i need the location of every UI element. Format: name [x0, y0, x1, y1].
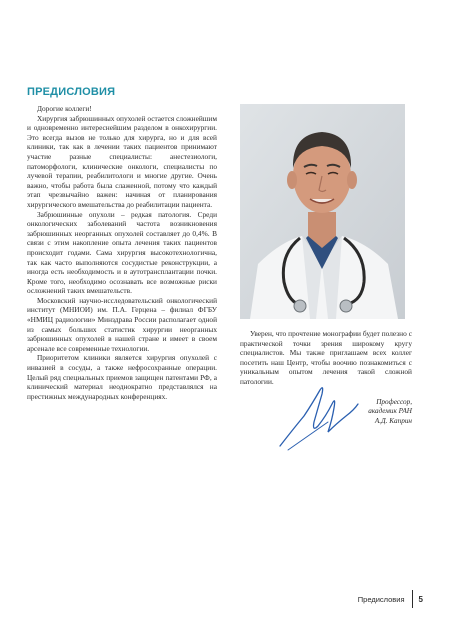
author-rank: академик РАН [368, 407, 412, 416]
author-name: А.Д. Каприн [374, 416, 412, 425]
page-footer [358, 588, 423, 610]
author-portrait-photo [240, 104, 405, 319]
paragraph-1: Хирургия забрюшинных опухолей остается сложнейшим и одновременно интереснейшим разделом в онкохирургии. Это всегда вызов не только для хирурга, но и для всей клиники, так как в лечении таких пациентов принимают участие разные специалисты: анестезиологи, патоморфологи, клинические онкологи, специалисты по лучевой терапии, реабилитологи и многие другие. Очень важно, чтобы работа была слаженной, потому что каждый этап чрезвычайно важен: начиная от планирования хирургического вмешательства до реабилитации пациента. [27, 113, 217, 209]
closing-paragraph: Уверен, что прочтение монографии будет полезно с практической точки зрения широкому кругу специалистов. Мы также приглашаем всех коллег посетить наш Центр, чтобы воочию познакомиться с уникальным опытом лечения такой сложной патологии. [240, 329, 412, 386]
paragraph-4: Приоритетом клиники является хирургия опухолей с инвазией в сосуды, а также нефросохранные операции. Целый ряд специальных приемов защищен патентами РФ, а клинический материал неоднократно представлялся на престижных международных конференциях. [27, 353, 217, 401]
author-signature-block [292, 398, 412, 426]
salutation: Дорогие коллеги! [37, 104, 92, 113]
footer-divider [412, 590, 413, 608]
section-heading: ПРЕДИСЛОВИЯ [27, 86, 116, 98]
paragraph-3: Московский научно-исследовательский онкологический институт (МНИОИ) им. П.А. Герцена – филиал ФГБУ «НМИЦ радиологии» Минздрава России располагает одной из самых больших статистик хирургии неорганных забрюшинных опухолей в нашей стране и имеет в своем арсенале все современные технологии. [27, 295, 217, 353]
author-title: Профессор, [376, 398, 412, 406]
foreword-left-column [27, 104, 217, 401]
page-number: 5 [418, 594, 423, 604]
paragraph-2: Забрюшинные опухоли – редкая патология. Среди онкологических заболеваний частота возникновения забрюшинных неорганных опухолей составляет до 0,4%. В связи с этим накопление опыта лечения таких пациентов происходит годами. Сама хирургия высокотехнологична, так как часто выполняются сосудистые реконструкции, а иногда есть необходимость и в аутотрансплантации почки. Кроме того, необходимо осознавать все возможные риски осложнений таких вмешательств. [27, 209, 217, 296]
footer-section-title: Предисловия [357, 594, 405, 604]
